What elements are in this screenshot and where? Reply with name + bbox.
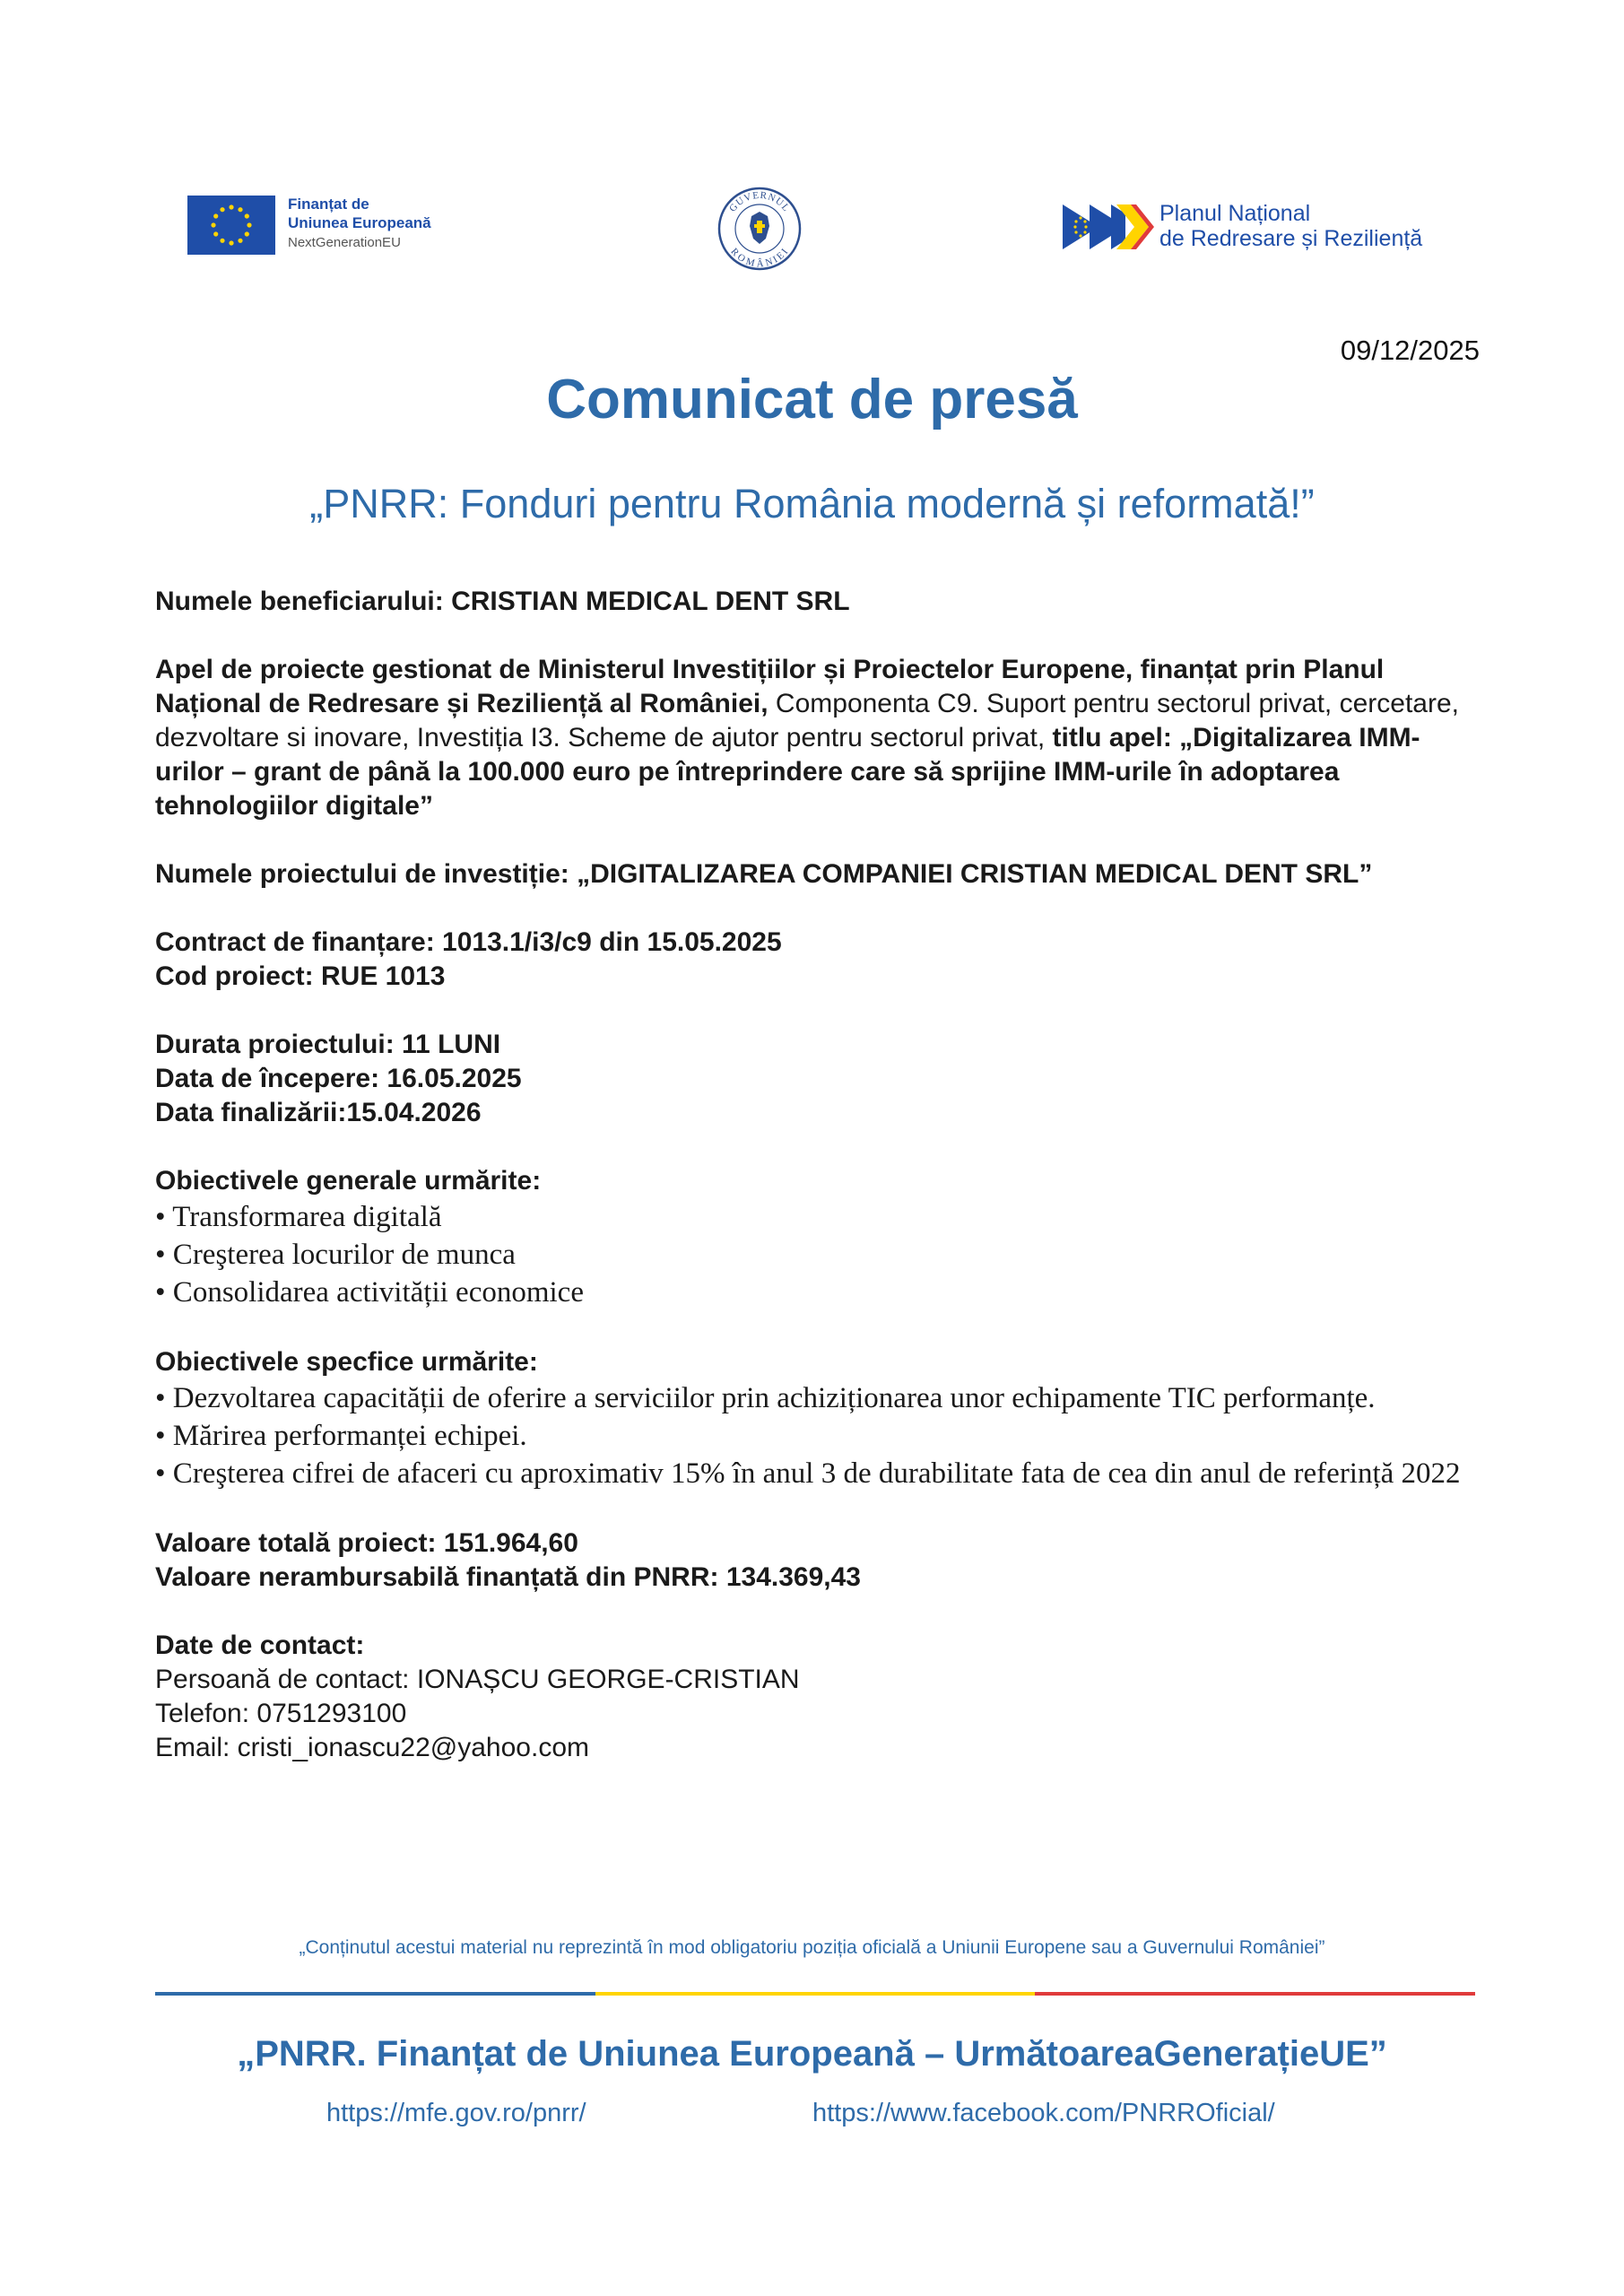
document-date: 09/12/2025 <box>1340 335 1480 366</box>
contact-phone: Telefon: 0751293100 <box>155 1699 407 1728</box>
general-objective-item: • Consolidarea activității economice <box>155 1276 584 1309</box>
specific-objective-item: • Dezvoltarea capacității de oferire a serviciilor prin achiziționarea unor echipamente TIC performanțe. <box>155 1382 1376 1414</box>
duration-line: Durata proiectului: 11 LUNI <box>155 1030 501 1059</box>
call-component-text: Componenta C9. Suport pentru sectorul privat, cercetare, dezvoltare si inovare, Investiția I3. Scheme de ajutor pentru sectorul privat, <box>155 689 1459 752</box>
tricolor-divider <box>155 1992 1475 1996</box>
press-release-body <box>155 585 1473 1765</box>
contact-person: Persoană de contact: IONAȘCU GEORGE-CRISTIAN <box>155 1665 800 1694</box>
project-code-line: Cod proiect: RUE 1013 <box>155 961 446 991</box>
beneficiary-label: Numele beneficiarului: <box>155 587 452 616</box>
romanian-government-seal-icon <box>717 187 802 271</box>
contact-heading: Date de contact: <box>155 1631 365 1660</box>
general-objectives-heading: Obiectivele generale urmărite: <box>155 1166 542 1196</box>
total-value-line: Valoare totală proiect: 151.964,60 <box>155 1528 578 1558</box>
eu-logo-line2: Uniunea Europeană <box>288 214 431 231</box>
project-name-label: Numele proiectului de investiție: <box>155 859 578 889</box>
seal-top-text: GUVERNUL <box>727 189 793 214</box>
nonrefundable-value-line: Valoare nerambursabilă finanțată din PNRR: 134.369,43 <box>155 1562 861 1592</box>
eu-disclaimer: „Conținutul acestui material nu reprezintă în mod obligatoriu poziția oficială a Uniunii Europene sau a Guvernului României” <box>299 1937 1325 1958</box>
footer-slogan: „PNRR. Finanțat de Uniunea Europeană – UrmătoareaGenerațieUE” <box>237 2034 1387 2074</box>
contact-email: Email: cristi_ionascu22@yahoo.com <box>155 1733 589 1762</box>
page-title: Comunicat de presă <box>546 369 1078 430</box>
eu-funding-logo <box>187 196 456 258</box>
facebook-pnrr-link[interactable]: https://www.facebook.com/PNRROficial/ <box>812 2099 1275 2127</box>
general-objective-item: • Creşterea locurilor de munca <box>155 1239 516 1271</box>
specific-objective-item: • Mărirea performanței echipei. <box>155 1420 527 1452</box>
seal-bottom-text: ROMÂNIEI <box>728 246 791 270</box>
pnrr-arrows-icon <box>1063 203 1156 251</box>
pnrr-logo <box>1063 199 1457 258</box>
start-date-line: Data de începere: 16.05.2025 <box>155 1064 522 1093</box>
eu-logo-line1: Finanțat de <box>288 196 369 213</box>
call-intro: Apel de proiecte gestionat de Ministerul Investițiilor și Proiectelor Europene, finanțat prin Planul Național de Redresare și Reziliență al României, <box>155 655 1385 718</box>
end-date-line: Data finalizării:15.04.2026 <box>155 1098 482 1127</box>
svg-text:ROMÂNIEI <box>728 247 790 270</box>
call-paragraph <box>155 653 1473 823</box>
general-objective-item: • Transformarea digitală <box>155 1201 442 1233</box>
contract-line: Contract de finanțare: 1013.1/i3/c9 din 15.05.2025 <box>155 927 782 957</box>
project-name-value: „DIGITALIZAREA COMPANIEI CRISTIAN MEDICAL DENT SRL” <box>577 859 1373 889</box>
mfe-pnrr-link[interactable]: https://mfe.gov.ro/pnrr/ <box>326 2099 586 2127</box>
project-name-line <box>155 857 1473 891</box>
page-subtitle: „PNRR: Fonduri pentru România modernă și reformată!” <box>309 481 1315 526</box>
eu-logo-line3: NextGenerationEU <box>288 235 401 250</box>
call-title: titlu apel: „Digitalizarea IMM-urilor – grant de până la 100.000 euro pe întreprindere care să sprijine IMM-urile în adoptarea tehnologiilor digitale” <box>155 723 1420 821</box>
eu-flag-icon <box>187 196 275 255</box>
beneficiary-value: CRISTIAN MEDICAL DENT SRL <box>451 587 850 616</box>
pnrr-logo-line2: de Redresare și Reziliență <box>1159 226 1423 251</box>
specific-objective-item: • Creşterea cifrei de afaceri cu aproximativ 15% în anul 3 de durabilitate fata de cea din anul de referință 2022 <box>155 1457 1461 1490</box>
specific-objectives-heading: Obiectivele specfice urmărite: <box>155 1347 538 1377</box>
svg-text:GUVERNUL <box>727 190 792 214</box>
beneficiary-line <box>155 585 1473 619</box>
pnrr-logo-line1: Planul Național <box>1159 201 1311 226</box>
